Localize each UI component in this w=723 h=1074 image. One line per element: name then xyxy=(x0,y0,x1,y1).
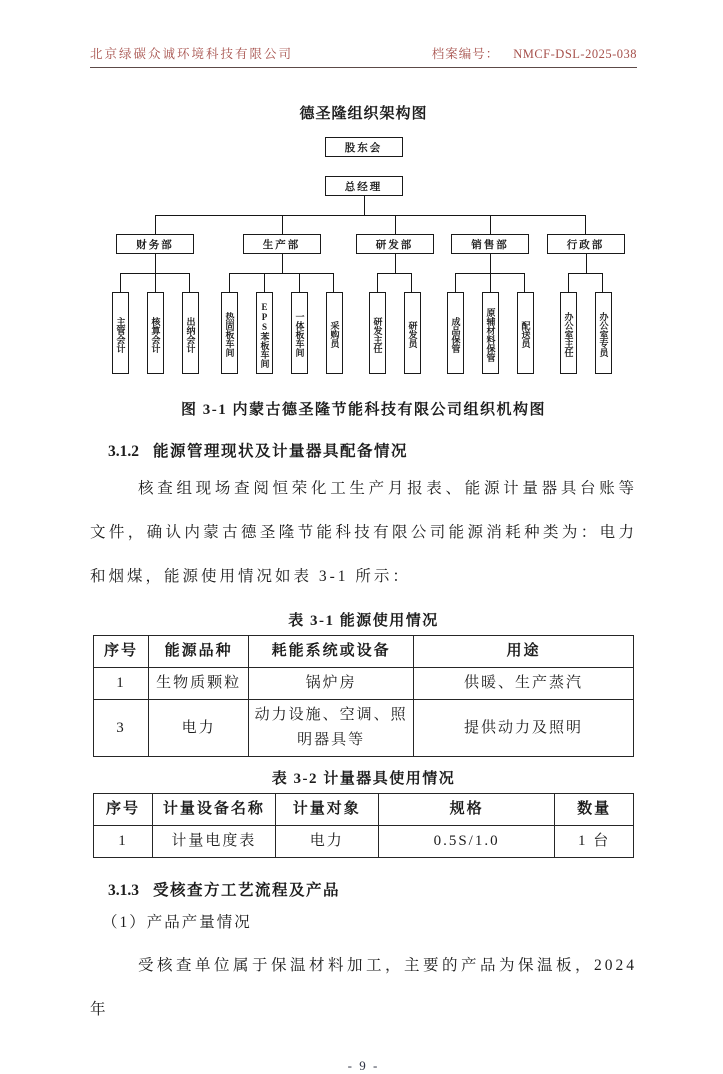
org-role-item xyxy=(138,273,173,374)
org-role-item xyxy=(438,273,473,374)
table-cell: 3 xyxy=(94,700,149,757)
column-header: 耗能系统或设备 xyxy=(249,636,414,668)
column-header: 计量对象 xyxy=(275,794,378,826)
org-role-item xyxy=(317,273,352,374)
section-title: 受核查方工艺流程及产品 xyxy=(153,882,341,899)
org-manager-item xyxy=(97,176,631,374)
page-header xyxy=(90,44,637,62)
table1-head xyxy=(94,636,634,668)
paragraph-312: 核查组现场查阅恒荣化工生产月报表、能源计量器具台账等文件，确认内蒙古德圣隆节能科技有限公司能源消耗种类为：电力和烟煤，能源使用情况如表 3-1 所示： xyxy=(90,480,637,585)
org-box-role: 采购员 xyxy=(326,292,343,374)
table-cell: 计量电度表 xyxy=(152,826,275,858)
org-box-role: 成品保管 xyxy=(447,292,464,374)
org-box-general-manager: 总经理 xyxy=(325,176,403,196)
table-cell: 0.5S/1.0 xyxy=(378,826,555,858)
column-header: 序号 xyxy=(94,636,149,668)
org-level-departments xyxy=(101,196,627,374)
list-item-1: （1）产品产量情况 xyxy=(102,914,252,931)
org-level-roles xyxy=(438,254,543,374)
org-role-item xyxy=(103,273,138,374)
section-number: 3.1.3 xyxy=(108,882,139,899)
table-row xyxy=(94,668,634,700)
org-department-item xyxy=(354,215,436,374)
table1-title: 表 3-1 能源使用情况 xyxy=(288,613,439,629)
table-cell: 1 台 xyxy=(555,826,634,858)
org-tree xyxy=(90,137,637,374)
table-header-row xyxy=(94,794,634,826)
table2-body xyxy=(94,826,634,858)
org-role-item xyxy=(551,273,586,374)
company-name: 北京绿碳众诚环境科技有限公司 xyxy=(90,47,294,61)
header-rule xyxy=(90,67,637,68)
org-box-role: EPS苯板车间 xyxy=(256,292,273,374)
org-box-role: 核算会计 xyxy=(147,292,164,374)
section-heading-312 xyxy=(108,439,637,461)
org-department-item xyxy=(210,215,354,374)
section-number: 3.1.2 xyxy=(108,443,139,460)
org-box-department: 生产部 xyxy=(243,234,321,254)
column-header: 能源品种 xyxy=(149,636,249,668)
table-row xyxy=(94,700,634,757)
column-header: 序号 xyxy=(94,794,153,826)
org-department-item xyxy=(545,215,627,374)
org-box-role: 原辅材料保管 xyxy=(482,292,499,374)
section-heading-313 xyxy=(108,878,637,900)
table-cell: 电力 xyxy=(149,700,249,757)
org-level-manager xyxy=(97,157,631,374)
energy-use-table xyxy=(93,635,634,757)
org-role-item xyxy=(508,273,543,374)
org-role-item xyxy=(360,273,395,374)
page-number: - 9 - xyxy=(347,1058,380,1073)
figure-caption: 图 3-1 内蒙古德圣隆节能科技有限公司组织机构图 xyxy=(181,402,546,418)
table1-body xyxy=(94,668,634,757)
org-box-role: 主管会计 xyxy=(112,292,129,374)
org-root-item xyxy=(93,137,635,374)
paragraph-313: 受核查单位属于保温材料加工，主要的产品为保温板，2024 年 xyxy=(90,957,637,1018)
org-level-roles xyxy=(212,254,352,374)
metering-devices-table xyxy=(93,793,634,858)
org-department-item xyxy=(436,215,545,374)
org-department-item xyxy=(101,215,210,374)
org-role-item xyxy=(395,273,430,374)
org-box-role: 研发员 xyxy=(404,292,421,374)
archive-no-value: NMCF-DSL-2025-038 xyxy=(513,47,637,61)
table-cell: 生物质颗粒 xyxy=(149,668,249,700)
section-title: 能源管理现状及计量器具配备情况 xyxy=(153,443,409,460)
org-box-department: 销售部 xyxy=(451,234,529,254)
archive-number xyxy=(432,44,637,62)
org-box-role: 出纳会计 xyxy=(182,292,199,374)
table-cell: 1 xyxy=(94,826,153,858)
table-row xyxy=(94,826,634,858)
org-box-department: 行政部 xyxy=(547,234,625,254)
org-level-roles xyxy=(360,254,430,374)
org-box-shareholders: 股东会 xyxy=(325,137,403,157)
column-header: 数量 xyxy=(555,794,634,826)
column-header: 用途 xyxy=(414,636,634,668)
table-cell: 1 xyxy=(94,668,149,700)
org-box-role: 办公室专员 xyxy=(595,292,612,374)
column-header: 规格 xyxy=(378,794,555,826)
org-role-item xyxy=(586,273,621,374)
org-level-roles xyxy=(551,254,621,374)
archive-label: 档案编号： xyxy=(431,47,500,61)
table2-title: 表 3-2 计量器具使用情况 xyxy=(271,771,456,787)
column-header: 计量设备名称 xyxy=(152,794,275,826)
org-box-role: 研发主任 xyxy=(369,292,386,374)
org-chart-title: 德圣隆组织架构图 xyxy=(299,106,428,122)
table-header-row xyxy=(94,636,634,668)
table-cell: 锅炉房 xyxy=(249,668,414,700)
table-cell: 提供动力及照明 xyxy=(414,700,634,757)
org-box-role: 一体板车间 xyxy=(291,292,308,374)
table-cell: 供暖、生产蒸汽 xyxy=(414,668,634,700)
org-chart xyxy=(90,137,637,374)
org-level-roles xyxy=(103,254,208,374)
org-box-department: 财务部 xyxy=(116,234,194,254)
org-role-item xyxy=(212,273,247,374)
org-box-role: 热固板车间 xyxy=(221,292,238,374)
org-role-item xyxy=(473,273,508,374)
org-role-item xyxy=(173,273,208,374)
table-cell: 动力设施、空调、照明器具等 xyxy=(249,700,414,757)
table-cell: 电力 xyxy=(275,826,378,858)
org-box-role: 办公室主任 xyxy=(560,292,577,374)
org-role-item xyxy=(247,273,282,374)
org-box-department: 研发部 xyxy=(356,234,434,254)
org-role-item xyxy=(282,273,317,374)
table2-head xyxy=(94,794,634,826)
org-box-role: 配送员 xyxy=(517,292,534,374)
